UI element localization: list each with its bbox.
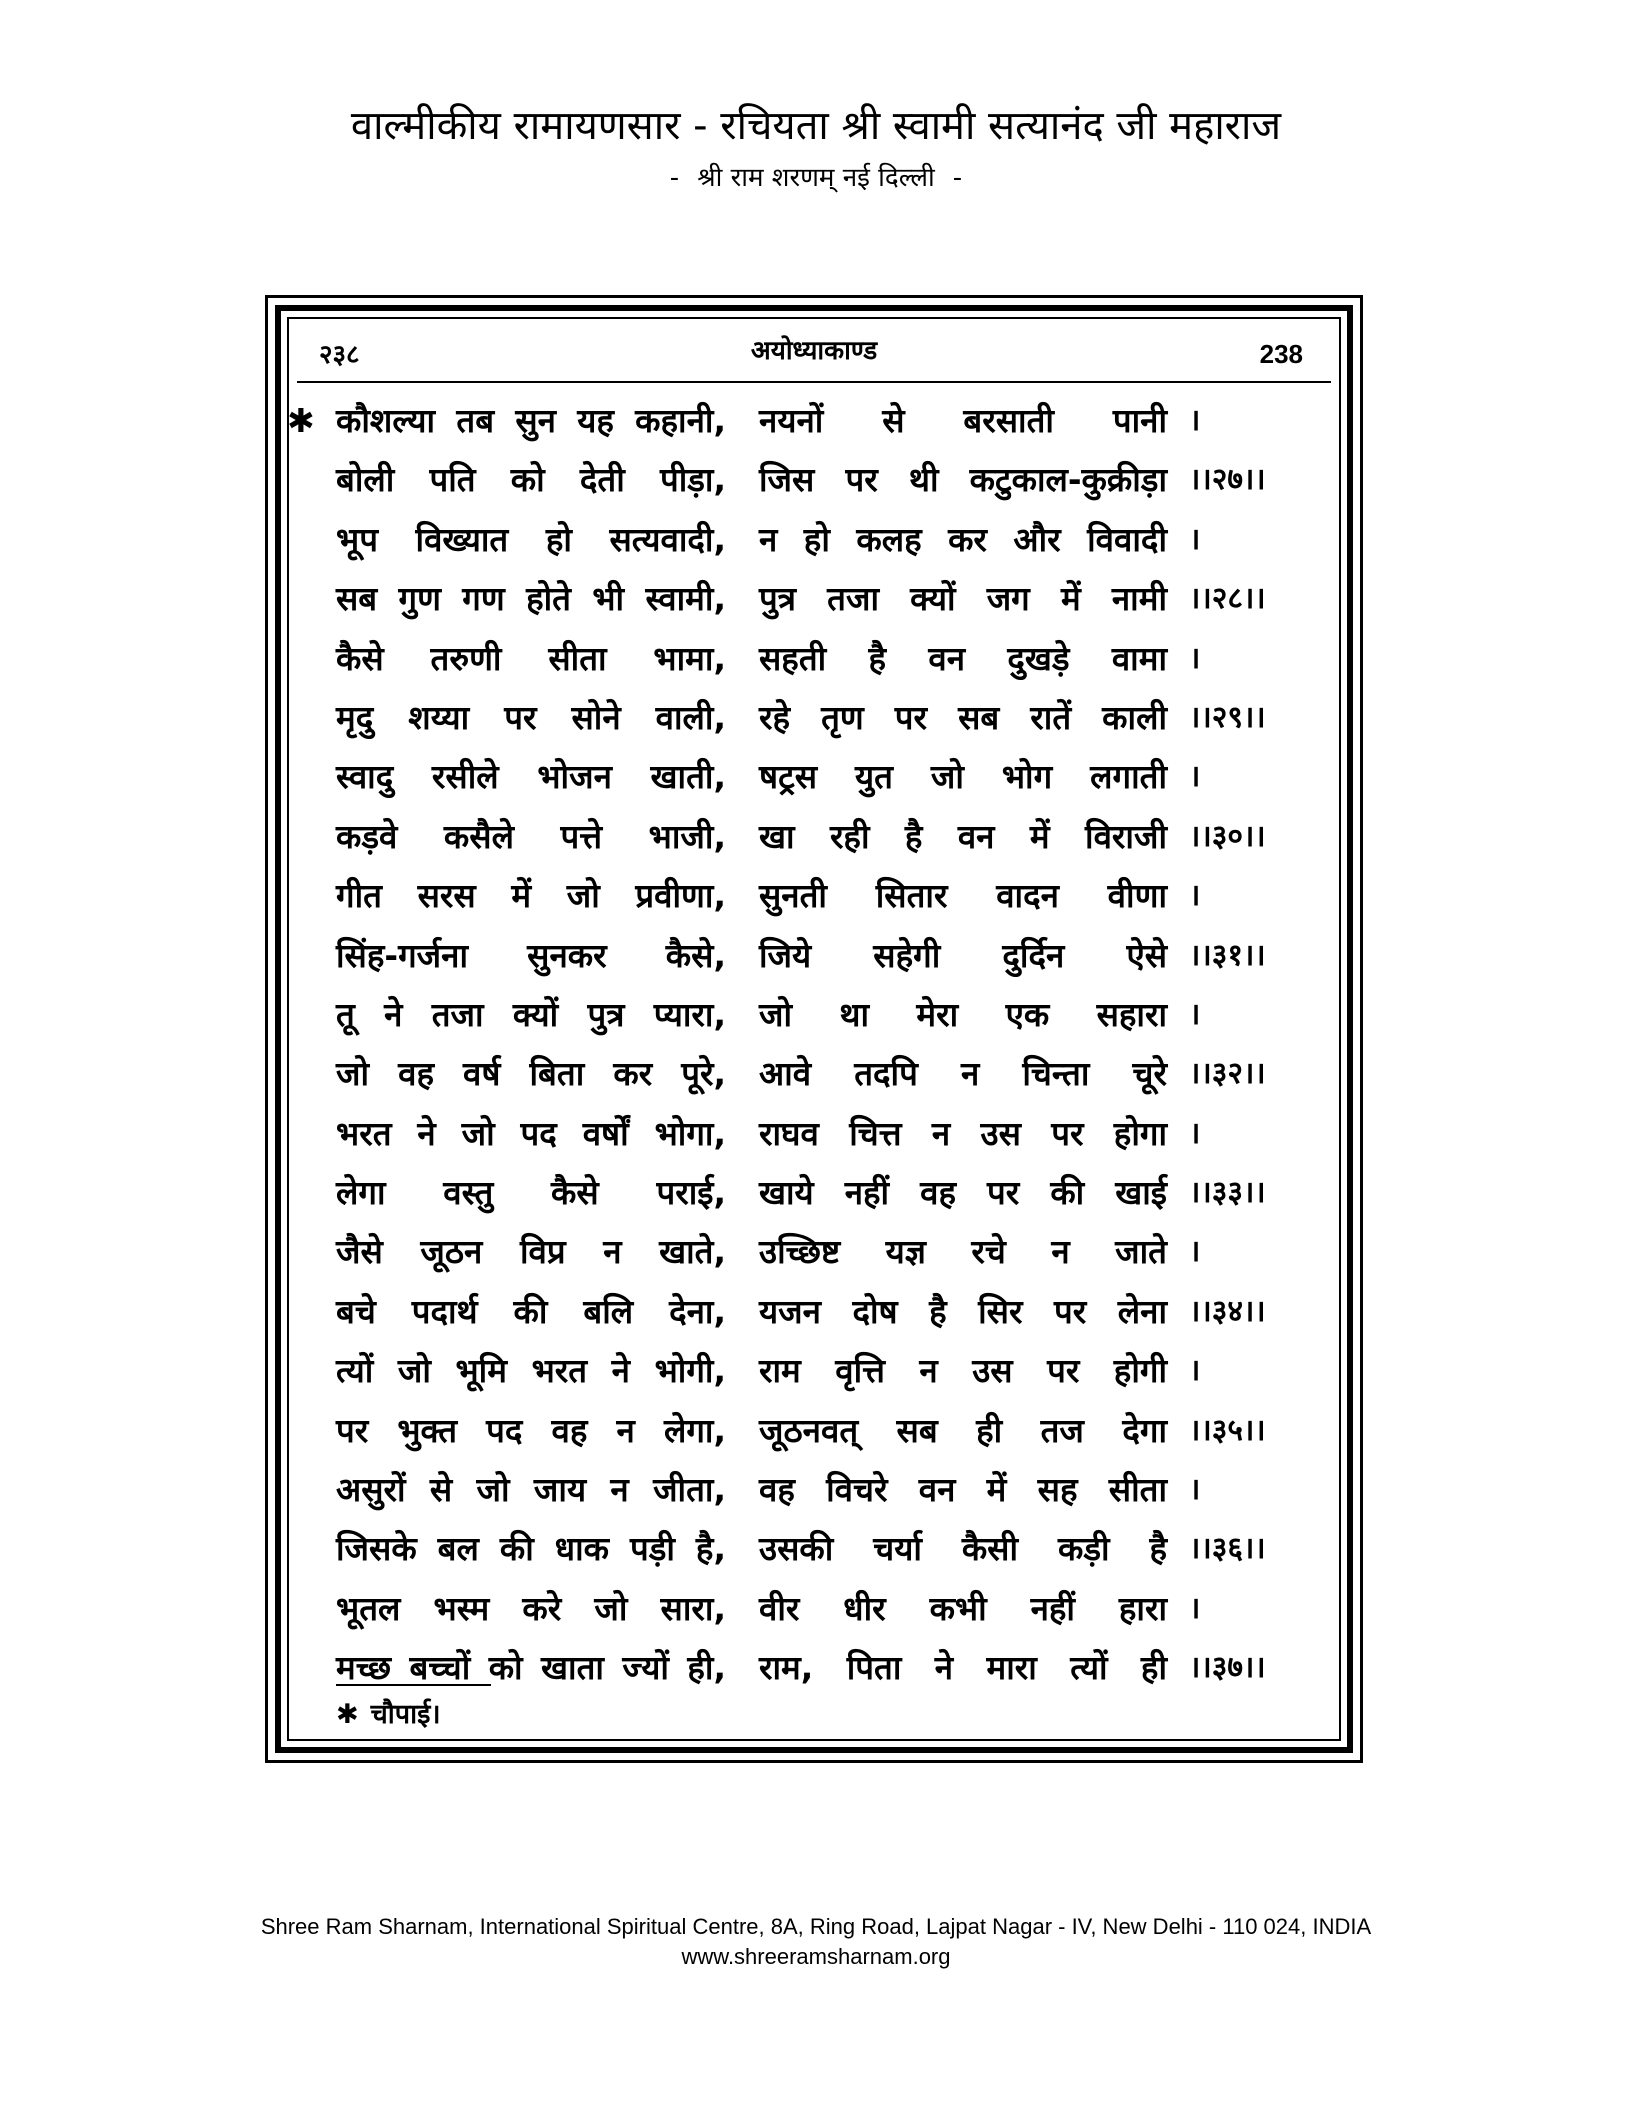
verse-row [289, 807, 1339, 866]
verse-first-half: भरत ने जो पद वर्षों भोगा, [336, 1113, 726, 1153]
footer-website: www.shreeramsharnam.org [681, 1944, 951, 1969]
verse-number: ।।३७।। [1189, 1650, 1266, 1686]
verse-row [289, 866, 1339, 925]
scanned-page-frame [265, 295, 1363, 1763]
verse-number: । [1189, 1115, 1201, 1151]
verse-row [289, 629, 1339, 688]
verse-first-half: सिंह-गर्जना सुनकर कैसे, [336, 935, 726, 975]
verse-row [289, 1163, 1339, 1222]
verse-first-half: त्यों जो भूमि भरत ने भोगी, [336, 1351, 726, 1391]
verse-row [289, 1519, 1339, 1578]
verse-first-half: सब गुण गण होते भी स्वामी, [336, 579, 726, 619]
verse-second-half: उच्छिष्ट यज्ञ रचे न जाते [759, 1232, 1167, 1272]
verse-first-half: भूप विख्यात हो सत्यवादी, [336, 519, 726, 559]
page-content [287, 317, 1341, 1741]
verse-row [289, 1401, 1339, 1460]
verse-second-half: उसकी चर्या कैसी कड़ी है [759, 1529, 1167, 1569]
verse-number: ।।२८।। [1189, 581, 1266, 617]
footer-address: Shree Ram Sharnam, International Spiritual Centre, 8A, Ring Road, Lajpat Nagar - IV, New Delhi - 110 024, INDIA [260, 1914, 1372, 1939]
verse-row [289, 1638, 1339, 1697]
section-title: अयोध्याकाण्ड [750, 336, 878, 366]
verse-number: ।।३०।। [1189, 818, 1266, 854]
verse-row [289, 1104, 1339, 1163]
verse-first-half: असुरों से जो जाय न जीता, [336, 1470, 726, 1510]
verse-first-half: तू ने तजा क्यों पुत्र प्यारा, [336, 994, 726, 1034]
subtitle-dash-right: - [952, 163, 963, 193]
verse-first-half: जैसे जूठन विप्र न खाते, [336, 1232, 726, 1272]
verse-first-half: बोली पति को देती पीड़ा, [336, 460, 726, 500]
verse-second-half: न हो कलह कर और विवादी [759, 519, 1167, 559]
verse-row [289, 391, 1339, 450]
verse-first-half: जिसके बल की धाक पड़ी है, [336, 1529, 726, 1569]
verse-number: ।।२७।। [1189, 462, 1266, 498]
verse-first-half: कौशल्या तब सुन यह कहानी, [336, 401, 726, 440]
verse-first-half: भूतल भस्म करे जो सारा, [336, 1588, 726, 1628]
verse-first-half: कैसे तरुणी सीता भामा, [336, 638, 726, 678]
footnote-text: चौपाई। [370, 1699, 441, 1730]
verse-first-half: मृदु शय्या पर सोने वाली, [336, 697, 726, 737]
verse-number: ।।३६।। [1189, 1531, 1266, 1567]
verse-second-half: पुत्र तजा क्यों जग में नामी [759, 579, 1167, 619]
verse-second-half: राघव चित्त न उस पर होगा [759, 1113, 1167, 1153]
verse-number: ।।३१।। [1189, 937, 1266, 973]
header-divider [297, 381, 1331, 383]
book-subtitle [0, 158, 1632, 198]
verse-second-half: आवे तदपि न चिन्ता चूरे [759, 1054, 1167, 1094]
verse-number: । [1189, 521, 1201, 557]
verse-second-half: सहती है वन दुखड़े वामा [759, 638, 1167, 678]
verse-number: । [1189, 1234, 1201, 1270]
footnote [336, 1695, 441, 1735]
verse-first-half: पर भुक्त पद वह न लेगा, [336, 1410, 726, 1450]
underline-mark [336, 1684, 491, 1686]
verse-row [289, 1044, 1339, 1103]
subtitle-text: श्री राम शरणम् नई दिल्ली [697, 163, 935, 193]
verse-row [289, 1341, 1339, 1400]
verse-row [289, 926, 1339, 985]
verse-number: ।।३५।। [1189, 1412, 1266, 1448]
verse-number: । [1189, 996, 1201, 1032]
verse-row [289, 450, 1339, 509]
verse-first-half: कड़वे कसैले पत्ते भाजी, [336, 816, 726, 856]
verse-first-half: स्वादु रसीले भोजन खाती, [336, 757, 726, 797]
verse-number: ।।३३।। [1189, 1175, 1266, 1211]
verse-row [289, 985, 1339, 1044]
page-number-devanagari: २३८ [319, 340, 360, 370]
page-header [0, 100, 1632, 198]
verse-row [289, 1579, 1339, 1638]
verse-second-half: खाये नहीं वह पर की खाई [759, 1173, 1167, 1213]
asterisk-icon: ✱ [287, 401, 315, 440]
verse-second-half: षट्रस युत जो भोग लगाती [759, 757, 1167, 797]
verse-second-half: राम, पिता ने मारा त्यों ही [759, 1648, 1167, 1688]
verse-number: ।।३२।। [1189, 1056, 1266, 1092]
verse-row [289, 747, 1339, 806]
verse-first-half: जो वह वर्ष बिता कर पूरे, [336, 1054, 726, 1094]
verse-second-half: सुनती सितार वादन वीणा [759, 876, 1167, 916]
verse-row [289, 1282, 1339, 1341]
verse-number: । [1189, 403, 1201, 438]
frame-border [275, 305, 1353, 1753]
verse-row [289, 1222, 1339, 1281]
verse-second-half: वह विचरे वन में सह सीता [759, 1470, 1167, 1510]
verse-second-half: नयनों से बरसाती पानी [759, 401, 1167, 440]
verse-first-half: मच्छ बच्चों को खाता ज्यों ही, [336, 1648, 726, 1688]
verse-number: । [1189, 1353, 1201, 1389]
verse-number: । [1189, 878, 1201, 914]
book-title: वाल्मीकीय रामायणसार - रचियता श्री स्वामी सत्यानंद जी महाराज [350, 103, 1282, 149]
verse-number: । [1189, 1590, 1201, 1626]
page-number: 238 [1259, 339, 1303, 369]
verse-number: । [1189, 759, 1201, 795]
verse-second-half: वीर धीर कभी नहीं हारा [759, 1588, 1167, 1628]
page-footer [0, 1912, 1632, 1972]
verse-first-half: बचे पदार्थ की बलि देना, [336, 1291, 726, 1331]
verse-number: । [1189, 1472, 1201, 1508]
verse-number: । [1189, 640, 1201, 676]
verse-row [289, 510, 1339, 569]
verse-row [289, 688, 1339, 747]
subtitle-dash-left: - [669, 163, 680, 193]
verse-row [289, 1460, 1339, 1519]
verse-second-half: खा रही है वन में विराजी [759, 816, 1167, 856]
verse-first-half: लेगा वस्तु कैसे पराई, [336, 1173, 726, 1213]
verse-number: ।।३४।। [1189, 1293, 1266, 1329]
verse-first-half: गीत सरस में जो प्रवीणा, [336, 876, 726, 916]
verse-second-half: जो था मेरा एक सहारा [759, 994, 1167, 1034]
running-head [309, 331, 1319, 375]
verse-second-half: जिस पर थी कटुकाल-कुक्रीड़ा [759, 460, 1167, 500]
verse-second-half: जूठनवत् सब ही तज देगा [759, 1410, 1167, 1450]
asterisk-icon: ✱ [336, 1699, 359, 1730]
verse-second-half: जिये सहेगी दुर्दिन ऐसे [759, 935, 1167, 975]
verse-list [289, 391, 1339, 1698]
verse-second-half: राम वृत्ति न उस पर होगी [759, 1351, 1167, 1391]
verse-number: ।।२९।। [1189, 699, 1266, 735]
verse-row [289, 569, 1339, 628]
verse-second-half: यजन दोष है सिर पर लेना [759, 1291, 1167, 1331]
verse-second-half: रहे तृण पर सब रातें काली [759, 697, 1167, 737]
